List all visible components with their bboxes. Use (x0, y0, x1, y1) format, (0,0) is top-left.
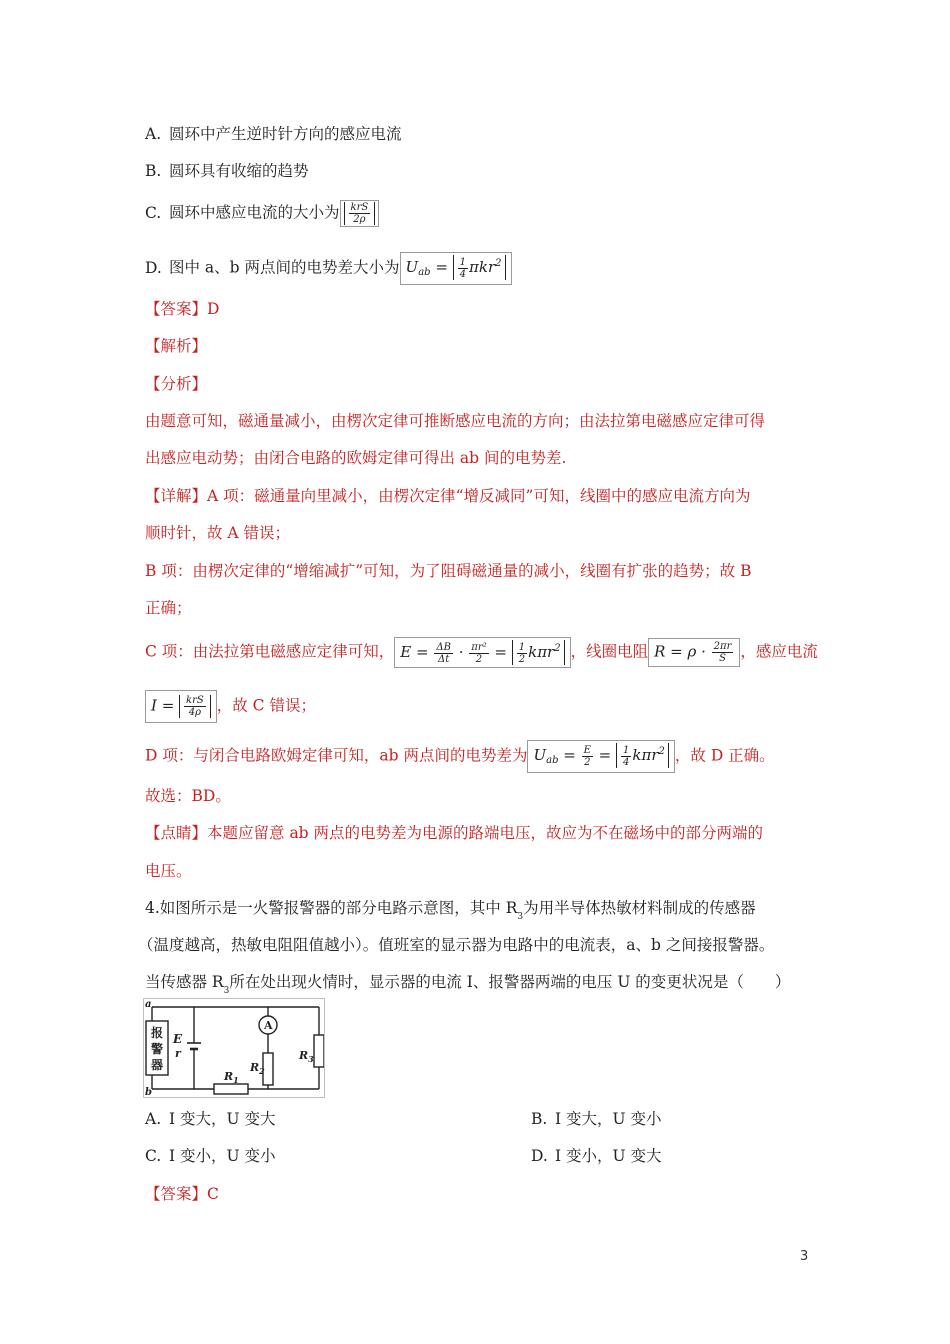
answer-line-q4: 【答案】C (145, 1185, 219, 1203)
label-r: r (175, 1047, 181, 1060)
q4-option-d: D. I 变小，U 变大 (531, 1147, 662, 1165)
jiexi-heading: 【解析】 (145, 337, 208, 355)
ammeter-label: A (264, 1019, 273, 1032)
label-r1: $R_1$ (224, 1070, 239, 1085)
formula-resistance: R = ρ · $\frac{2\pi r}{S}$ (648, 638, 740, 667)
q4-option-b: B. I 变大，U 变小 (531, 1110, 662, 1128)
detail-c-line-2: I = $\frac{\text{krS}}{4\rho}$ ，故 C 错误； (145, 690, 316, 723)
alarm-char-1: 报 (151, 1026, 164, 1040)
detail-d-line: D 项：与闭合电路欧姆定律可知，ab 两点间的电势差为 $U_{ab}$ = $\frac{E}{2}$ = $\frac{1}{4}$ kπr$^2$ ，故 D 正确。 (145, 740, 775, 773)
formula-current: I = $\frac{\text{krS}}{4\rho}$ (145, 690, 217, 723)
analysis-line-1: 由题意可知，磁通量减小，由楞次定律可推断感应电流的方向；由法拉第电磁感应定律可得 (145, 412, 766, 430)
detail-b-line-2: 正确； (145, 599, 192, 617)
circuit-diagram (143, 998, 325, 1098)
q4-option-c: C. I 变小，U 变小 (145, 1147, 276, 1165)
dianjing-line-1: 【点睛】本题应留意 ab 两点的电势差为电源的路端电压，故应为不在磁场中的部分两端的 (145, 824, 764, 842)
label-a: a (145, 999, 152, 1010)
q4-option-a: A. I 变大，U 变大 (145, 1110, 276, 1128)
option-d: D. 图中 a、b 两点间的电势差大小为 $U_{ab}$ = $\frac{1}{4}$ πkr$^2$ (145, 252, 512, 285)
dianjing-line-2: 电压。 (145, 862, 192, 880)
label-b: b (145, 1087, 152, 1098)
detail-c-line-1: C 项：由法拉第电磁感应定律可知， E = $\frac{\Delta B}{\Delta t}$ · $\frac{\text{πr²}}{2}$ = $\frac{1}{2}$ kπr$^2$ ，线圈电阻 R = ρ · $\frac{2\pi r}{S}$ ，感应电流 (145, 637, 818, 668)
option-c: C. 圆环中感应电流的大小为 $\frac{\text{krS}}{2\rho}$ (145, 200, 379, 227)
choice-line: 故选：BD。 (145, 787, 231, 805)
detail-b-line-1: B 项：由楞次定律的“增缩减扩”可知，为了阻碍磁通量的减小，线圈有扩张的趋势；故 B (145, 562, 752, 580)
label-r2: $R_2$ (250, 1061, 265, 1076)
analysis-line-2: 出感应电动势；由闭合电路的欧姆定律可得出 ab 间的电势差. (145, 449, 567, 467)
formula-emf: E = $\frac{\Delta B}{\Delta t}$ · $\frac{\text{πr²}}{2}$ = $\frac{1}{2}$ kπr$^2$ (394, 637, 570, 668)
q4-stem-line-2: （温度越高，热敏电阻阻值越小）。值班室的显示器为电路中的电流表，a、b 之间接报警器。 (138, 936, 775, 954)
formula-uab-option: $U_{ab}$ = $\frac{1}{4}$ πkr$^2$ (400, 252, 512, 285)
page-number: 3 (800, 1249, 809, 1264)
q4-stem-line-1: 4.如图所示是一火警报警器的部分电路示意图，其中 $R_3$为用半导体热敏材料制成的传感器 (145, 899, 756, 922)
option-b: B. 圆环具有收缩的趋势 (145, 162, 309, 180)
fenxi-heading: 【分析】 (145, 375, 208, 393)
answer-line: 【答案】D (145, 300, 220, 318)
detail-a-line-2: 顺时针，故 A 错误； (145, 524, 291, 542)
formula-uab-detail: $U_{ab}$ = $\frac{E}{2}$ = $\frac{1}{4}$ kπr$^2$ (527, 740, 674, 773)
alarm-char-2: 警 (151, 1042, 164, 1056)
detail-a-line-1: 【详解】A 项：磁通量向里减小，由楞次定律“增反减同”可知，线圈中的感应电流方向为 (145, 487, 751, 505)
alarm-char-3: 器 (151, 1058, 164, 1072)
label-e: E (173, 1032, 183, 1046)
label-r3: $R_3$ (299, 1049, 314, 1064)
q4-stem-line-3: 当传感器 $R_3$所在处出现火情时，显示器的电流 I、报警器两端的电压 U 的变更状况是（ ） (145, 973, 791, 996)
formula-current-option: $\frac{\text{krS}}{2\rho}$ (340, 200, 380, 227)
option-a: A. 圆环中产生逆时针方向的感应电流 (145, 125, 402, 143)
